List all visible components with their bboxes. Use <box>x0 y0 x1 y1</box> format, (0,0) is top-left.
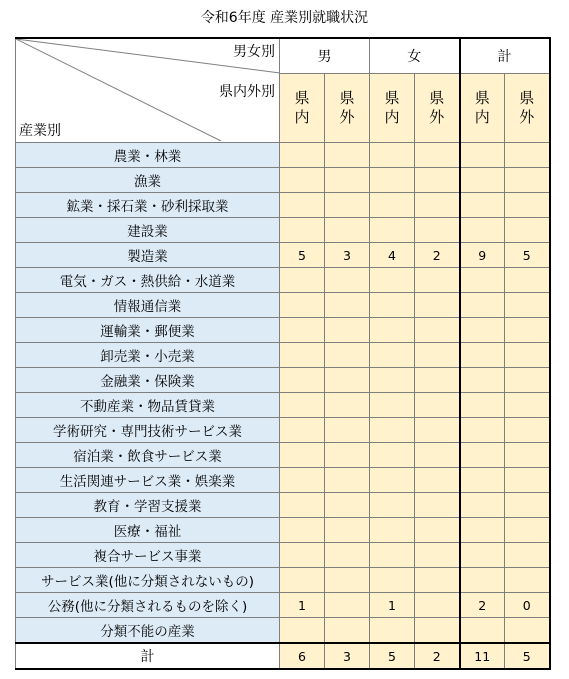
value-cell <box>280 443 325 468</box>
sub-header-cell <box>370 74 415 143</box>
value-cell: 2 <box>460 593 505 618</box>
value-cell <box>505 418 550 443</box>
value-cell <box>505 618 550 644</box>
value-cell <box>325 218 370 243</box>
value-cell <box>325 318 370 343</box>
value-cell <box>415 218 460 243</box>
corner-gender-label: 男女別 <box>233 44 275 60</box>
total-value-cell: 6 <box>280 643 325 669</box>
value-cell <box>460 143 505 168</box>
value-cell: 4 <box>370 243 415 268</box>
value-cell <box>415 618 460 644</box>
value-cell <box>325 618 370 644</box>
value-cell <box>460 493 505 518</box>
total-value-cell: 3 <box>325 643 370 669</box>
value-cell <box>370 368 415 393</box>
value-cell <box>415 343 460 368</box>
value-cell <box>370 493 415 518</box>
value-cell <box>370 168 415 193</box>
sub-header-label: 県内 <box>474 89 490 126</box>
value-cell <box>460 268 505 293</box>
value-cell <box>280 143 325 168</box>
value-cell <box>325 593 370 618</box>
value-cell <box>370 218 415 243</box>
industry-label: 農業・林業 <box>16 143 280 168</box>
industry-label: 生活関連サービス業・娯楽業 <box>16 468 280 493</box>
value-cell <box>280 393 325 418</box>
value-cell <box>505 143 550 168</box>
value-cell <box>325 168 370 193</box>
value-cell <box>280 218 325 243</box>
value-cell <box>415 518 460 543</box>
value-cell <box>280 618 325 644</box>
value-cell <box>505 368 550 393</box>
value-cell <box>415 318 460 343</box>
table-row <box>16 518 550 543</box>
value-cell <box>460 468 505 493</box>
total-label: 計 <box>16 643 280 669</box>
industry-label: 金融業・保険業 <box>16 368 280 393</box>
value-cell <box>505 493 550 518</box>
industry-label: 公務(他に分類されるものを除く) <box>16 593 280 618</box>
value-cell <box>325 518 370 543</box>
table-row <box>16 293 550 318</box>
value-cell <box>280 193 325 218</box>
sub-header-cell <box>325 74 370 143</box>
table-row <box>16 393 550 418</box>
sub-header-label: 県内 <box>384 89 400 126</box>
value-cell <box>280 418 325 443</box>
value-cell: 1 <box>280 593 325 618</box>
value-cell <box>460 368 505 393</box>
value-cell <box>370 443 415 468</box>
industry-label: 卸売業・小売業 <box>16 343 280 368</box>
sub-header-label: 県外 <box>429 89 445 126</box>
industry-label: 情報通信業 <box>16 293 280 318</box>
value-cell <box>370 318 415 343</box>
value-cell <box>415 468 460 493</box>
value-cell <box>415 193 460 218</box>
value-cell <box>460 343 505 368</box>
value-cell: 0 <box>505 593 550 618</box>
corner-industry-label: 産業別 <box>19 123 61 139</box>
industry-label: 製造業 <box>16 243 280 268</box>
value-cell: 5 <box>280 243 325 268</box>
value-cell <box>280 293 325 318</box>
value-cell <box>280 468 325 493</box>
value-cell <box>325 293 370 318</box>
table-row <box>16 443 550 468</box>
value-cell <box>325 543 370 568</box>
value-cell <box>460 543 505 568</box>
table-row <box>16 418 550 443</box>
value-cell <box>505 318 550 343</box>
table-row <box>16 368 550 393</box>
value-cell: 2 <box>415 243 460 268</box>
sub-header-cell <box>280 74 325 143</box>
value-cell <box>325 343 370 368</box>
total-value-cell: 5 <box>370 643 415 669</box>
value-cell <box>415 393 460 418</box>
value-cell <box>505 168 550 193</box>
group-header-male: 男 <box>280 38 370 74</box>
table-row <box>16 168 550 193</box>
value-cell: 3 <box>325 243 370 268</box>
value-cell <box>325 368 370 393</box>
value-cell <box>415 268 460 293</box>
value-cell <box>325 193 370 218</box>
value-cell <box>370 393 415 418</box>
value-cell <box>415 418 460 443</box>
sub-header-cell <box>415 74 460 143</box>
value-cell <box>325 418 370 443</box>
value-cell <box>415 368 460 393</box>
value-cell <box>280 518 325 543</box>
sub-header-label: 県外 <box>519 89 535 126</box>
value-cell: 5 <box>505 243 550 268</box>
value-cell <box>280 343 325 368</box>
value-cell <box>370 518 415 543</box>
value-cell <box>460 168 505 193</box>
value-cell <box>505 218 550 243</box>
value-cell <box>325 268 370 293</box>
industry-label: 不動産業・物品賃貸業 <box>16 393 280 418</box>
value-cell <box>415 493 460 518</box>
value-cell <box>370 418 415 443</box>
value-cell <box>280 168 325 193</box>
value-cell <box>505 468 550 493</box>
value-cell <box>370 143 415 168</box>
value-cell <box>370 468 415 493</box>
value-cell <box>280 368 325 393</box>
table-row <box>16 468 550 493</box>
industry-label: 電気・ガス・熱供給・水道業 <box>16 268 280 293</box>
value-cell <box>280 568 325 593</box>
value-cell <box>370 343 415 368</box>
value-cell <box>370 543 415 568</box>
value-cell <box>505 343 550 368</box>
industry-label: サービス業(他に分類されないもの) <box>16 568 280 593</box>
value-cell <box>505 443 550 468</box>
value-cell <box>370 268 415 293</box>
sub-header-label: 県内 <box>294 89 310 126</box>
value-cell <box>370 193 415 218</box>
table-row <box>16 243 550 268</box>
value-cell <box>505 518 550 543</box>
industry-label: 宿泊業・飲食サービス業 <box>16 443 280 468</box>
table-row <box>16 618 550 644</box>
sub-header-label: 県外 <box>339 89 355 126</box>
industry-label: 医療・福祉 <box>16 518 280 543</box>
value-cell <box>505 393 550 418</box>
value-cell <box>460 193 505 218</box>
table-row <box>16 268 550 293</box>
value-cell <box>415 593 460 618</box>
value-cell <box>370 293 415 318</box>
table-row <box>16 218 550 243</box>
value-cell <box>460 518 505 543</box>
group-header-total: 計 <box>460 38 550 74</box>
industry-label: 漁業 <box>16 168 280 193</box>
value-cell: 9 <box>460 243 505 268</box>
value-cell <box>415 143 460 168</box>
value-cell <box>460 618 505 644</box>
value-cell <box>370 568 415 593</box>
total-value-cell: 5 <box>505 643 550 669</box>
sub-header-cell <box>505 74 550 143</box>
table-row <box>16 193 550 218</box>
industry-label: 学術研究・専門技術サービス業 <box>16 418 280 443</box>
value-cell <box>460 218 505 243</box>
value-cell <box>415 293 460 318</box>
table-row <box>16 493 550 518</box>
corner-location-label: 県内外別 <box>219 84 275 100</box>
industry-label: 教育・学習支援業 <box>16 493 280 518</box>
sub-header-cell <box>460 74 505 143</box>
table-row <box>16 568 550 593</box>
table-row <box>16 143 550 168</box>
value-cell <box>280 318 325 343</box>
value-cell <box>505 193 550 218</box>
value-cell <box>325 393 370 418</box>
value-cell <box>280 493 325 518</box>
value-cell <box>415 543 460 568</box>
value-cell <box>505 568 550 593</box>
table-row <box>16 343 550 368</box>
value-cell <box>325 143 370 168</box>
value-cell <box>505 293 550 318</box>
value-cell <box>460 418 505 443</box>
table-row <box>16 318 550 343</box>
value-cell <box>415 568 460 593</box>
value-cell <box>460 293 505 318</box>
value-cell <box>460 393 505 418</box>
value-cell <box>280 268 325 293</box>
total-value-cell: 2 <box>415 643 460 669</box>
page-title: 令和6年度 産業別就職状況 <box>200 10 369 26</box>
industry-label: 複合サービス事業 <box>16 543 280 568</box>
value-cell <box>325 468 370 493</box>
total-value-cell: 11 <box>460 643 505 669</box>
table-row <box>16 593 550 618</box>
table-body <box>16 143 550 644</box>
value-cell <box>370 618 415 644</box>
value-cell <box>505 543 550 568</box>
value-cell <box>415 168 460 193</box>
value-cell <box>325 493 370 518</box>
value-cell <box>505 268 550 293</box>
group-header-female: 女 <box>370 38 460 74</box>
value-cell <box>280 543 325 568</box>
table-row <box>16 543 550 568</box>
industry-label: 運輸業・郵便業 <box>16 318 280 343</box>
total-row <box>16 643 550 669</box>
employment-table <box>15 37 551 670</box>
industry-label: 鉱業・採石業・砂利採取業 <box>16 193 280 218</box>
industry-label: 分類不能の産業 <box>16 618 280 644</box>
value-cell: 1 <box>370 593 415 618</box>
value-cell <box>460 318 505 343</box>
industry-label: 建設業 <box>16 218 280 243</box>
value-cell <box>325 443 370 468</box>
value-cell <box>460 568 505 593</box>
value-cell <box>460 443 505 468</box>
value-cell <box>415 443 460 468</box>
corner-header-cell <box>16 38 280 143</box>
value-cell <box>325 568 370 593</box>
